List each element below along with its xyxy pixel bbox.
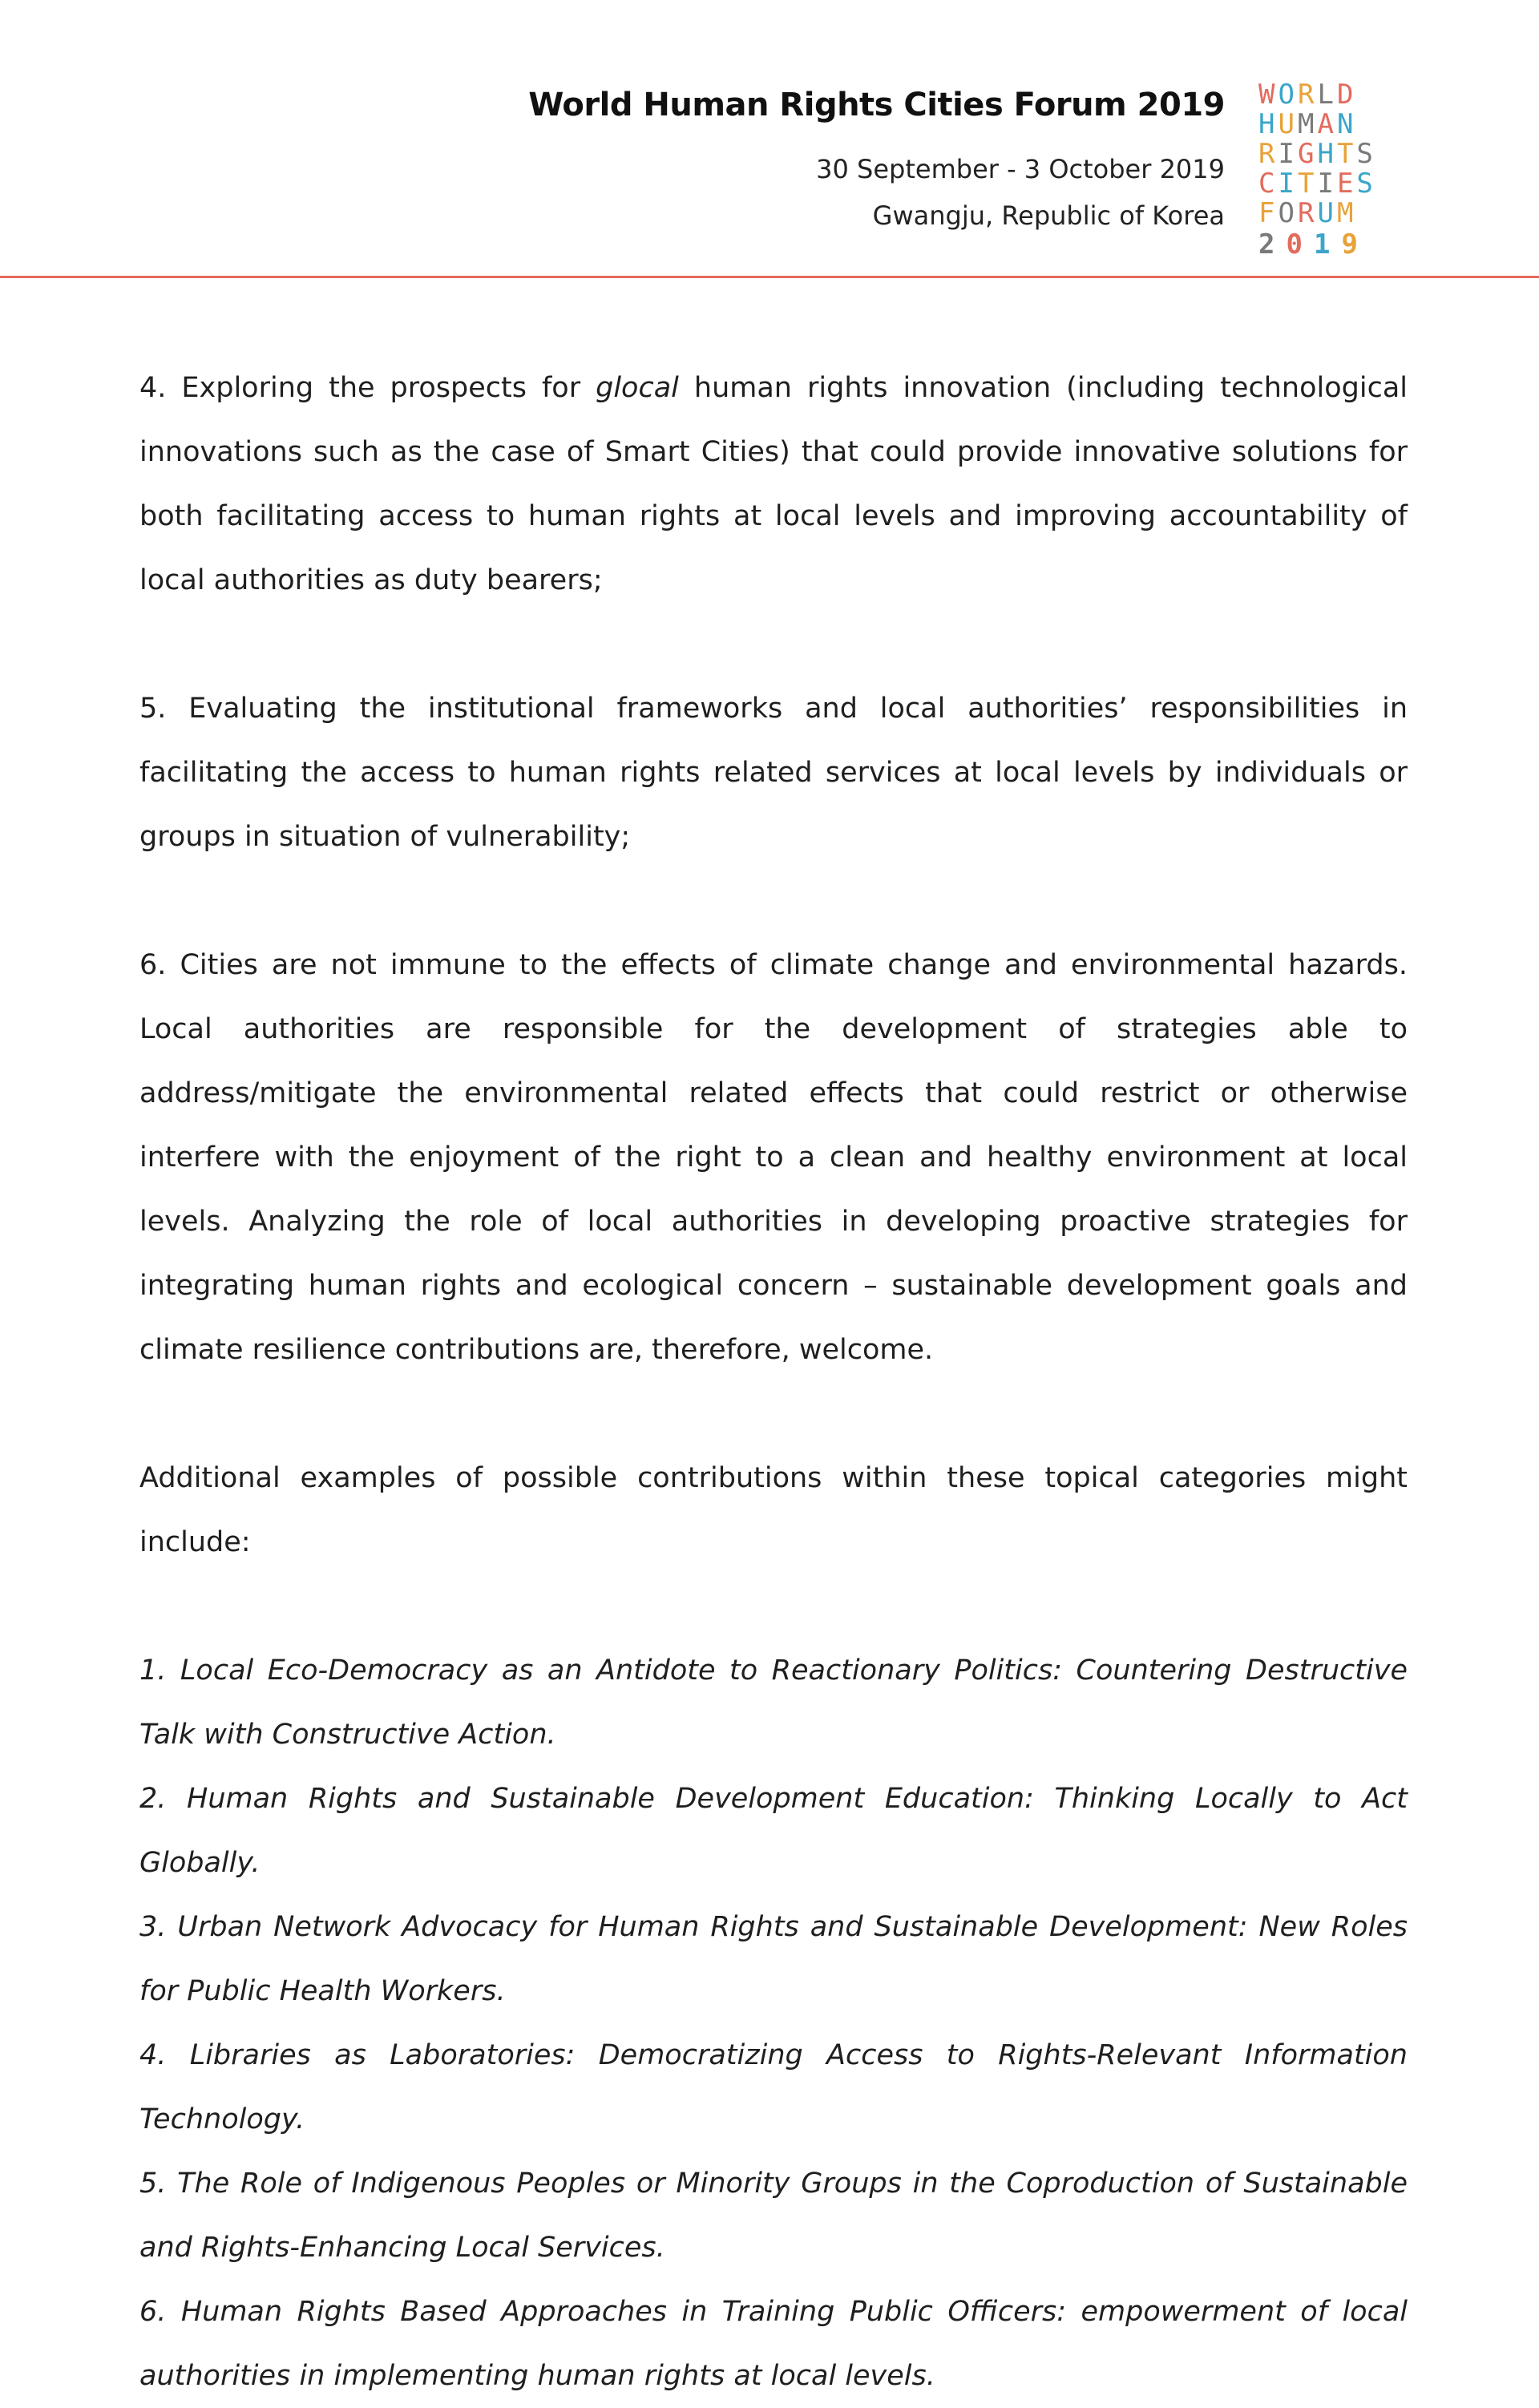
logo-letter: O xyxy=(1278,197,1298,229)
logo-line xyxy=(1258,139,1395,169)
page-header xyxy=(0,0,1539,281)
logo-letter: H xyxy=(1317,138,1337,170)
logo-letter: H xyxy=(1258,108,1278,140)
logo-letter: 1 xyxy=(1313,228,1342,261)
logo-letter: M xyxy=(1297,108,1318,140)
logo-letter: R xyxy=(1297,79,1318,111)
logo-letter: D xyxy=(1336,79,1357,111)
logo-letter: M xyxy=(1336,197,1357,229)
logo-letter: 2 xyxy=(1258,228,1287,261)
paragraph-5: 5. Evaluating the institutional frameworks and local authorities’ responsibilities in facilitating the access to human rights related services at local levels by individuals or groups in situation of vulnerability; xyxy=(139,693,1408,853)
document-body xyxy=(139,356,1408,2408)
logo-line xyxy=(1258,80,1395,110)
paragraph-4-rest: human rights innovation (including technological innovations such as the case of Smart Cities) that could provide innovative solutions for both facilitating access to human rights at local levels and improving accountability of local authorities as duty bearers; xyxy=(139,372,1408,596)
logo-line xyxy=(1258,169,1395,199)
logo-letter: S xyxy=(1356,138,1376,170)
forum-logo xyxy=(1258,80,1395,273)
forum-location: Gwangju, Republic of Korea xyxy=(872,200,1225,231)
paragraph-6: 6. Cities are not immune to the effects of climate change and environmental hazards. Local authorities are responsible for the development of strategies able to address/mitigate the environmental related effects that could restrict or otherwise interfere with the enjoyment of the right to a clean and healthy environment at local levels. Analyzing the role of local authorities in developing proactive strategies for integrating human rights and ecological concern – sustainable development goals and climate resilience contributions are, therefore, welcome. xyxy=(139,949,1408,1366)
example-item-5: 5. The Role of Indigenous Peoples or Minority Groups in the Coproduction of Sustainable and Rights-Enhancing Local Services. xyxy=(139,2168,1408,2264)
logo-letter: W xyxy=(1258,79,1278,111)
logo-letter: T xyxy=(1336,138,1357,170)
logo-letter: R xyxy=(1297,197,1318,229)
logo-letter: F xyxy=(1258,197,1278,229)
logo-letter: A xyxy=(1317,108,1337,140)
logo-letter: 9 xyxy=(1341,228,1369,261)
logo-letter: R xyxy=(1258,138,1278,170)
logo-letter: O xyxy=(1278,79,1298,111)
logo-letter: E xyxy=(1336,168,1357,200)
examples-list xyxy=(139,1638,1408,2408)
logo-letter: T xyxy=(1297,168,1318,200)
logo-line xyxy=(1258,110,1395,139)
paragraph-4-emphasis: glocal xyxy=(596,372,679,404)
logo-line xyxy=(1258,199,1395,228)
logo-letter: I xyxy=(1278,168,1298,200)
logo-letter: U xyxy=(1278,108,1298,140)
logo-letter: 0 xyxy=(1286,228,1314,261)
example-item-4: 4. Libraries as Laboratories: Democratizing Access to Rights-Relevant Information Technology. xyxy=(139,2039,1408,2135)
example-item-3: 3. Urban Network Advocacy for Human Rights and Sustainable Development: New Roles for Public Health Workers. xyxy=(139,1911,1408,2007)
forum-dates: 30 September - 3 October 2019 xyxy=(816,154,1225,184)
example-item-1: 1. Local Eco-Democracy as an Antidote to Reactionary Politics: Countering Destructive Talk with Constructive Action. xyxy=(139,1654,1408,1751)
examples-intro: Additional examples of possible contributions within these topical categories might include: xyxy=(139,1462,1408,1558)
logo-letter: I xyxy=(1278,138,1298,170)
logo-letter: N xyxy=(1336,108,1357,140)
logo-letter: C xyxy=(1258,168,1278,200)
forum-title: World Human Rights Cities Forum 2019 xyxy=(528,87,1225,123)
header-divider xyxy=(0,276,1539,278)
logo-letter: U xyxy=(1317,197,1337,229)
logo-letter: G xyxy=(1297,138,1318,170)
logo-letter: S xyxy=(1356,168,1376,200)
example-item-2: 2. Human Rights and Sustainable Development Education: Thinking Locally to Act Globally. xyxy=(139,1783,1408,1879)
paragraph-4 xyxy=(139,356,1408,612)
example-item-6: 6. Human Rights Based Approaches in Training Public Officers: empowerment of local authorities in implementing human rights at local levels. xyxy=(139,2296,1408,2392)
logo-letter: I xyxy=(1317,168,1337,200)
paragraph-4-prefix: 4. Exploring the prospects for xyxy=(139,372,596,404)
logo-letter: L xyxy=(1317,79,1337,111)
logo-line xyxy=(1258,230,1395,260)
